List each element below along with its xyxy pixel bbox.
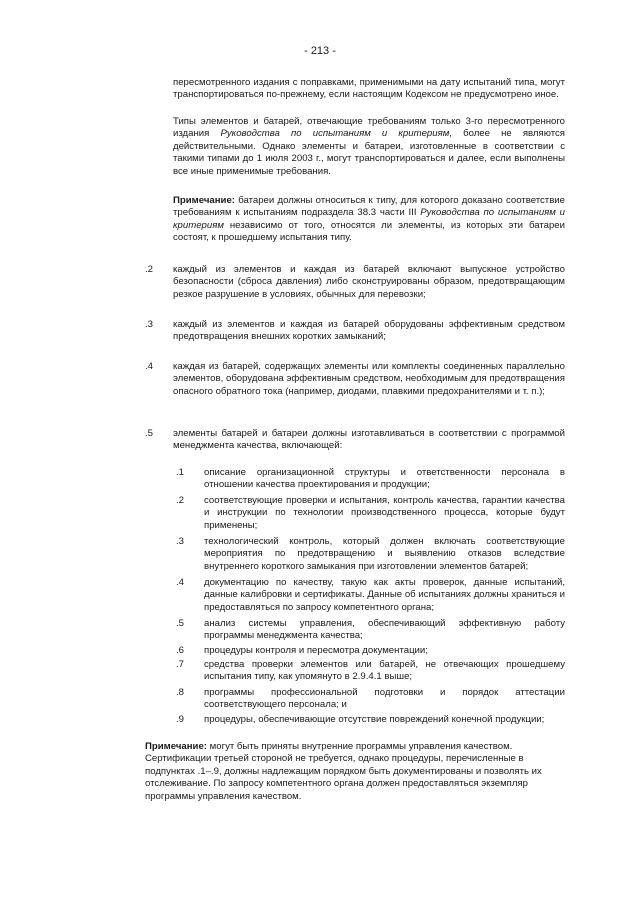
subitem-text: средства проверки элементов или батарей, не отвечающих прошедшему испытания типу, как упомянуто в 2.9.4.1 выше; <box>204 659 565 683</box>
subitem-number: .3 <box>176 536 185 547</box>
final-note-label: Примечание: <box>145 741 207 752</box>
subitem-text: процедуры, обеспечивающие отсутствие повреждений конечной продукции; <box>204 714 545 725</box>
subitem-number: .2 <box>176 495 185 506</box>
subitem-number: .5 <box>176 618 185 629</box>
subitem-text: анализ системы управления, обеспечивающий эффективную работу программы менеджмента качества; <box>204 618 565 642</box>
continuation-paragraph: пересмотренного издания с поправками, применимыми на дату испытаний типа, могут транспортироваться по-прежнему, если настоящим Кодексом не предусмотрено иное. <box>173 77 565 101</box>
page-number: - 213 - <box>304 45 336 57</box>
subitem-text: технологический контроль, который должен включать соответствующие мероприятия по предотвращению и выявлению отказов вследствие внутреннего короткого замыкания при изготовлении элементов батарей; <box>204 536 565 572</box>
types-text-italic: Руководства по испытаниям и критериям <box>220 128 450 140</box>
subitem-number: .4 <box>176 577 185 588</box>
item-text: каждый из элементов и каждая из батарей включают выпускное устройство безопасности (сброса давления) либо сконструированы образом, предотвращающим резкое разрушение в условиях, обычных для перевозки; <box>173 264 565 300</box>
item-text: каждый из элементов и каждая из батарей оборудованы эффективным средством предотвращения внешних коротких замыканий; <box>173 319 565 343</box>
note-text-b: независимо от того, относятся ли элементы, из которых эти батареи состоят, к прошедшему испытания типу. <box>173 219 565 244</box>
types-text-b: , более не являются действительными. Однако элементы и батареи, изготовленные в соответствии с такими типами до 1 июля 2003 г., могут транспортироваться и далее, если выполнены все иные применимые требования. <box>173 128 565 177</box>
subitem-text: документацию по качеству, такую как акты проверок, данные испытаний, данные калибровки и сертификаты. Данные об испытаниях должны храниться и предоставляться по запросу компетентного органа; <box>204 577 565 613</box>
subitem-number: .1 <box>176 467 185 478</box>
subitem-text: процедуры контроля и пересмотра документации; <box>204 645 428 656</box>
final-note <box>145 741 565 803</box>
item-number: .2 <box>145 264 154 275</box>
note-paragraph <box>173 195 565 245</box>
note-text-italic: Руководства по испытаниям и критериям <box>173 207 565 231</box>
item-text: каждая из батарей, содержащих элементы или комплекты соединенных параллельно элементов, оборудована эффективным средством, необходимым для предотвращения опасного обратного тока (например, диодами, плавкими предохранителями и т. п.); <box>173 361 565 397</box>
item-number: .5 <box>145 428 154 439</box>
final-note-text: могут быть приняты внутренние программы управления качеством. Сертификации третьей стороной не требуется, однако процедуры, перечисленные в подпунктах .1–.9, должны надлежащим порядком быть документированы и позволять их отслеживание. По запросу компетентного органа должен предоставляться экземпляр программы управления качеством. <box>145 741 542 802</box>
subitem-number: .7 <box>176 659 185 670</box>
item-text: элементы батарей и батареи должны изготавливаться в соответствии с программой менеджмента качества, включающей: <box>173 428 565 452</box>
subitem-text: программы профессиональной подготовки и порядок аттестации соответствующего персонала; и <box>204 687 565 711</box>
subitem-number: .9 <box>176 714 185 725</box>
subitem-text: соответствующие проверки и испытания, контроль качества, гарантии качества и инструкции по технологии производственного процесса, которые будут применены; <box>204 495 565 531</box>
item-number: .3 <box>145 319 154 330</box>
note-text-a: батареи должны относиться к типу, для которого доказано соответствие требованиям к испытаниям подраздела 38.3 части III <box>173 195 565 219</box>
subitem-text: описание организационной структуры и ответственности персонала в отношении качества проектирования и продукции; <box>204 467 565 491</box>
note-label: Примечание: <box>173 195 235 206</box>
types-paragraph <box>173 116 565 178</box>
subitem-number: .6 <box>176 645 185 656</box>
subitem-number: .8 <box>176 687 185 698</box>
types-text-a: Типы элементов и батарей, отвечающие требованиям только 3-го пересмотренного издания <box>173 116 565 140</box>
item-number: .4 <box>145 361 154 372</box>
